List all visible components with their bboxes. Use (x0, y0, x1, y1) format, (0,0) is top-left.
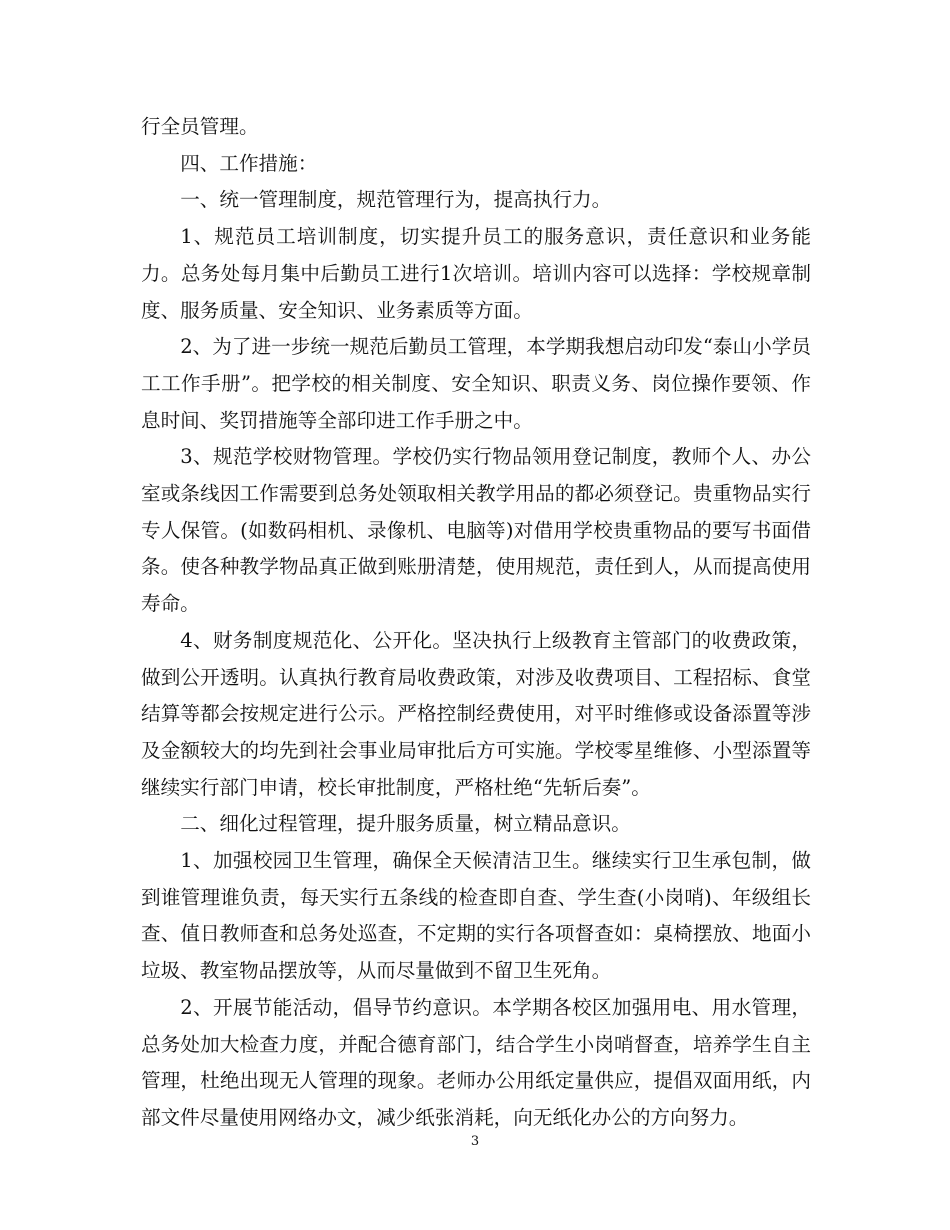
subsection-heading-process-management: 二、细化过程管理，提升服务质量，树立精品意识。 (180, 812, 631, 836)
paragraph-finance-system: 4、财务制度规范化、公开化。坚决执行上级教育主管部门的收费政策，做到公开透明。认真执行教育局收费政策，对涉及收费项目、工程招标、食堂结算等都会按规定进行公示。严格控制经费使用，对平时维修或设备添置等涉及金额较大的均先到社会事业局审批后方可实施。学校零星维修、小型添置等继续实行部门申请，校长审批制度，严格杜绝“先斩后奏”。 (141, 628, 811, 799)
paragraph-1: 行全员管理。 (141, 115, 259, 138)
page-number: 3 (470, 1134, 480, 1149)
paragraph-property-management: 3、规范学校财物管理。学校仍实行物品领用登记制度，教师个人、办公室或条线因工作需要到总务处领取相关教学用品的都必须登记。贵重物品实行专人保管。(如数码相机、录像机、电脑等)对借用学校贵重物品的要写书面借条。使各种教学物品真正做到账册清楚，使用规范，责任到人，从而提高使用寿命。 (141, 445, 811, 616)
document-body (141, 109, 811, 1137)
section-heading-measures: 四、工作措施： (180, 151, 318, 175)
paragraph-campus-hygiene: 1、加强校园卫生管理，确保全天候清洁卫生。继续实行卫生承包制，做到谁管理谁负责，每天实行五条线的检查即自查、学生查(小岗哨)、年级组长查、值日教师查和总务处巡查，不定期的实行各项督查如：桌椅摆放、地面小垃圾、教室物品摆放等，从而尽量做到不留卫生死角。 (141, 849, 811, 983)
paragraph-staff-handbook: 2、为了进一步统一规范后勤员工管理，本学期我想启动印发“泰山小学员工工作手册”。把学校的相关制度、安全知识、职责义务、岗位操作要领、作息时间、奖罚措施等全部印进工作手册之中。 (141, 335, 811, 432)
subsection-heading-unify-management: 一、统一管理制度，规范管理行为，提高执行力。 (180, 188, 612, 212)
paragraph-energy-saving: 2、开展节能活动，倡导节约意识。本学期各校区加强用电、用水管理，总务处加大检查力度，并配合德育部门，结合学生小岗哨督查，培养学生自主管理，杜绝出现无人管理的现象。老师办公用纸定量供应，提倡双面用纸，内部文件尽量使用网络办文，减少纸张消耗，向无纸化办公的方向努力。 (141, 995, 811, 1129)
paragraph-staff-training: 1、规范员工培训制度，切实提升员工的服务意识，责任意识和业务能力。总务处每月集中后勤员工进行1次培训。培训内容可以选择：学校规章制度、服务质量、安全知识、业务素质等方面。 (141, 225, 811, 322)
